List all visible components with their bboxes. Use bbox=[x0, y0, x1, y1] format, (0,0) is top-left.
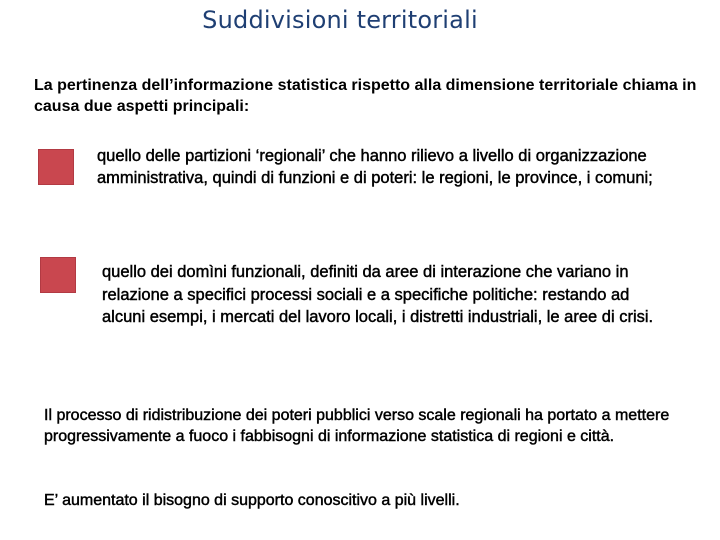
slide-title: Suddivisioni territoriali bbox=[202, 6, 478, 34]
closing-paragraph-2: E’ aumentato il bisogno di supporto conoscitivo a più livelli. bbox=[44, 492, 460, 509]
closing-paragraph-1: Il processo di ridistribuzione dei poteri pubblici verso scale regionali ha portato a mettere progressivamente a fuoco i fabbisogni di informazione statistica di regioni e città. bbox=[44, 407, 670, 445]
bullet-text-1: quello delle partizioni ‘regionali’ che hanno rilievo a livello di organizzazione amministrativa, quindi di funzioni e di poteri: le regioni, le province, i comuni; bbox=[97, 147, 653, 187]
bullet-marker-1 bbox=[38, 149, 74, 185]
intro-paragraph: La pertinenza dell’informazione statistica rispetto alla dimensione territoriale chiama in causa due aspetti principali: bbox=[34, 77, 697, 115]
bullet-text-2: quello dei domìni funzionali, definiti da aree di interazione che variano in relazione a specifici processi sociali e a specifiche politiche: restando ad alcuni esempi, i mercati del lavoro locali, i distretti industriali, le aree di crisi. bbox=[102, 263, 654, 326]
bullet-marker-2 bbox=[40, 257, 76, 293]
